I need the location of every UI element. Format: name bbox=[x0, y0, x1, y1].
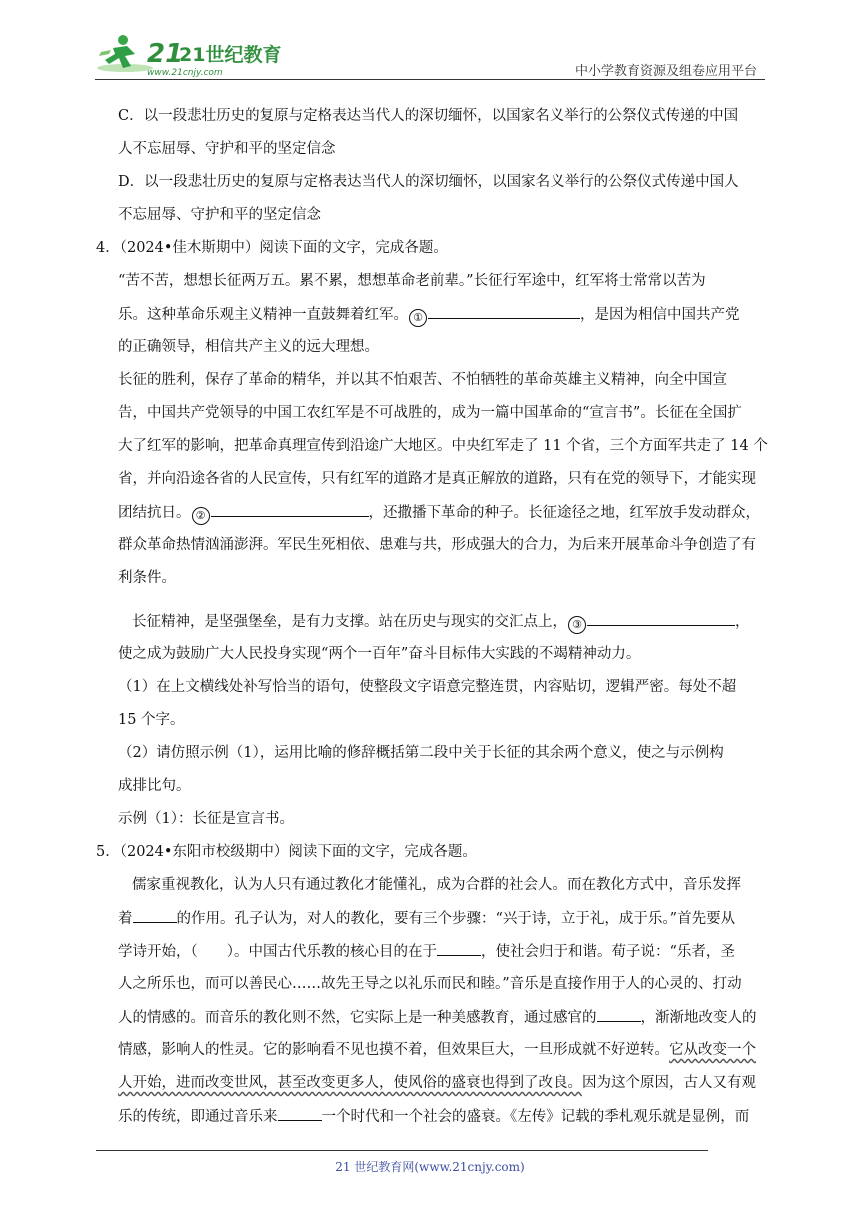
q5-blank-4[interactable] bbox=[278, 1106, 322, 1121]
platform-name: 中小学教育资源及组卷应用平台 bbox=[574, 64, 757, 79]
q5-line-6 bbox=[118, 1040, 756, 1060]
blank-marker-1: ① bbox=[409, 309, 427, 327]
q5-blank-3[interactable] bbox=[597, 1007, 641, 1022]
q4-p2-line-3: 大了红军的影响，把革命真理宣传到沿途广大地区。中央红军走了 11 个省，三个方面军共走了 14 个 bbox=[118, 438, 768, 454]
q4-p1-line-3: 的正确领导，相信共产主义的远大理想。 bbox=[118, 339, 379, 355]
q5-text-2b: 的作用。孔子认为，对人的教化，要有三个步骤：“兴于诗，立于礼，成于乐。”首先要从 bbox=[176, 911, 736, 927]
q4-p3-text-b: ， bbox=[735, 614, 750, 630]
q4-p2-line-4: 省，并向沿途各省的人民宣传，只有红军的道路才是真正解放的道路，只有在党的领导下，才能实现 bbox=[118, 471, 756, 487]
q4-p3-line-2: 使之成为鼓励广大人民投身实现“两个一百年”奋斗目标伟大实践的不竭精神动力。 bbox=[118, 646, 641, 662]
q4-sub2-line-2: 成排比句。 bbox=[118, 778, 191, 794]
q4-p3-line-1 bbox=[132, 611, 750, 631]
q5-underlined-6: 它从改变一个 bbox=[669, 1042, 756, 1058]
question-4-title: 4．（2024•佳木斯期中）阅读下面的文字，完成各题。 bbox=[96, 240, 448, 256]
answer-blank-2[interactable] bbox=[211, 502, 369, 517]
q4-sub1-line-2: 15 个字。 bbox=[118, 712, 185, 728]
blank-marker-3: ③ bbox=[568, 616, 586, 634]
option-c-line-2: 人不忘屈辱、守护和平的坚定信念 bbox=[118, 141, 336, 157]
blank-marker-2: ② bbox=[192, 507, 210, 525]
q5-line-5 bbox=[118, 1007, 757, 1027]
q5-text-3b: ，使社会归于和谐。荀子说：“乐者，圣 bbox=[481, 944, 735, 960]
svg-text:21: 21 bbox=[147, 39, 184, 69]
header-divider bbox=[95, 79, 765, 80]
q5-text-5a: 人的情感的。而音乐的教化则不然，它实际上是一种美感教育，通过感官的 bbox=[118, 1010, 597, 1026]
q5-line-3 bbox=[118, 941, 735, 961]
page-header bbox=[95, 30, 765, 80]
q4-p1-line-1: “苦不苦，想想长征两万五。累不累，想想革命老前辈。”长征行军途中，红军将士常常以苦为 bbox=[118, 273, 706, 289]
q4-p2-line-6: 群众革命热情汹涌澎湃。军民生死相依、患难与共，形成强大的合力，为后来开展革命斗争创造了有 bbox=[118, 537, 756, 553]
q4-p2-line-1: 长征的胜利，保存了革命的精华，并以其不怕艰苦、不怕牺牲的革命英雄主义精神，向全中国宣 bbox=[118, 372, 727, 388]
q5-text-7b: 因为这个原因，古人又有观 bbox=[582, 1075, 756, 1091]
answer-blank-3[interactable] bbox=[587, 611, 735, 626]
q4-p2-text-b: ，还撒播下革命的种子。长征途径之地，红军放手发动群众， bbox=[368, 505, 760, 521]
question-5-title: 5．（2024•东阳市校级期中）阅读下面的文字，完成各题。 bbox=[96, 844, 477, 860]
q5-line-1: 儒家重视教化，认为人只有通过教化才能懂礼，成为合群的社会人。而在教化方式中，音乐发挥 bbox=[132, 877, 741, 893]
option-c-line-1: C．以一段悲壮历史的复原与定格表达当代人的深切缅怀，以国家名义举行的公祭仪式传递的中国 bbox=[118, 108, 739, 124]
q5-blank-1[interactable] bbox=[133, 908, 177, 923]
q5-text-6a: 情感，影响人的性灵。它的影响看不见也摸不着，但效果巨大，一旦形成就不好逆转。 bbox=[118, 1042, 669, 1058]
q4-example: 示例（1）：长征是宣言书。 bbox=[118, 811, 294, 827]
runner-logo-icon bbox=[95, 30, 282, 78]
q5-blank-2[interactable] bbox=[437, 941, 481, 956]
q4-p1-line-2 bbox=[118, 304, 740, 324]
q4-p1-text-a: 乐。这种革命乐观主义精神一直鼓舞着红军。 bbox=[118, 307, 408, 323]
q4-p2-line-5 bbox=[118, 502, 760, 522]
answer-blank-1[interactable] bbox=[428, 304, 580, 319]
page-footer: 21 世纪教育网(www.21cnjy.com) bbox=[335, 1160, 525, 1174]
q5-text-2a: 着 bbox=[118, 911, 133, 927]
option-d-line-1: D．以一段悲壮历史的复原与定格表达当代人的深切缅怀，以国家名义举行的公祭仪式传递中国人 bbox=[118, 174, 739, 190]
q4-p3-text-a: 长征精神，是坚强堡垒，是有力支撑。站在历史与现实的交汇点上， bbox=[132, 614, 567, 630]
q4-p2-text-a: 团结抗日。 bbox=[118, 505, 191, 521]
q5-line-2 bbox=[118, 908, 735, 928]
option-d-line-2: 不忘屈辱、守护和平的坚定信念 bbox=[118, 207, 321, 223]
svg-text:www.21cnjy.com: www.21cnjy.com bbox=[147, 68, 223, 78]
q5-text-5b: ，渐渐地改变人的 bbox=[640, 1010, 757, 1026]
q5-text-3a: 学诗开始，（ ）。中国古代乐教的核心目的在于 bbox=[118, 944, 437, 960]
q4-p1-text-b: ，是因为相信中国共产党 bbox=[580, 307, 740, 323]
q5-underlined-7: 人开始，进而改变世风，甚至改变更多人，使风俗的盛衰也得到了改良。 bbox=[118, 1075, 582, 1091]
site-logo bbox=[95, 30, 282, 78]
q5-text-8a: 乐的传统，即通过音乐来 bbox=[118, 1109, 278, 1125]
q4-sub2-line-1: （2）请仿照示例（1），运用比喻的修辞概括第二段中关于长征的其余两个意义，使之与示例构 bbox=[118, 745, 724, 761]
q5-line-7 bbox=[118, 1073, 756, 1093]
q5-line-8 bbox=[118, 1106, 749, 1126]
q4-p2-line-7: 利条件。 bbox=[118, 570, 176, 586]
svg-text:21世纪教育: 21世纪教育 bbox=[179, 44, 282, 66]
q5-text-8b: 一个时代和一个社会的盛衰。《左传》记载的季札观乐就是显例，而 bbox=[321, 1109, 750, 1125]
q4-sub1-line-1: （1）在上文横线处补写恰当的语句，使整段文字语意完整连贯，内容贴切，逻辑严密。每处不超 bbox=[118, 679, 737, 695]
q5-line-4: 人之所乐也，而可以善民心……故先王导之以礼乐而民和睦。”音乐是直接作用于人的心灵的、打动 bbox=[118, 976, 742, 992]
footer-divider bbox=[96, 1150, 708, 1151]
q4-p2-line-2: 告，中国共产党领导的中国工农红军是不可战胜的，成为一篇中国革命的“宣言书”。长征在全国扩 bbox=[118, 405, 742, 421]
